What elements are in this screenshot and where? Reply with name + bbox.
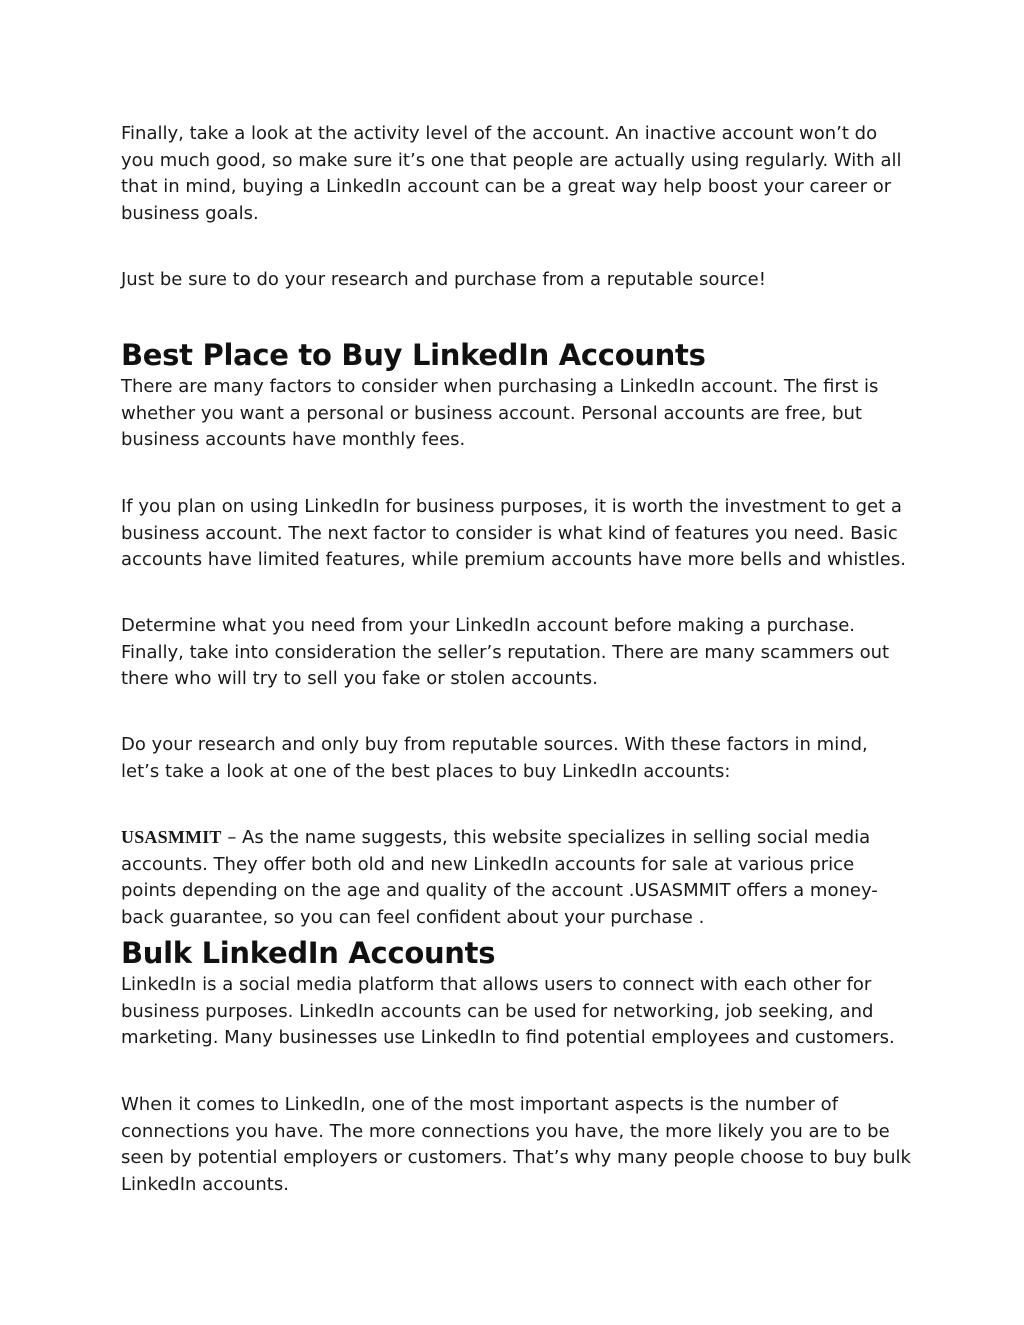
- paragraph-connections: When it comes to LinkedIn, one of the most important aspects is the number of connections you have. The more connections you have, the more likely you are to be seen by potential employers or customers. That’s why many people choose to buy bulk LinkedIn accounts.: [121, 1094, 911, 1196]
- heading-bulk-accounts: Bulk LinkedIn Accounts: [121, 936, 496, 970]
- paragraph-seller-reputation: Determine what you need from your LinkedIn account before making a purchase. Finally, take into consideration the seller’s reputation. There are many scammers out there who will try to sell you fake or stolen accounts.: [121, 615, 890, 690]
- paragraph-activity-level: Finally, take a look at the activity level of the account. An inactive account won’t do you much good, so make sure it’s one that people are actually using regularly. With all that in mind, buying a LinkedIn account can be a great way help boost your career or business goals.: [121, 123, 902, 225]
- brand-name: USASMMIT: [121, 827, 222, 847]
- paragraph-business-purposes: If you plan on using LinkedIn for business purposes, it is worth the investment to get a business account. The next factor to consider is what kind of features you need. Basic accounts have limited features, while premium accounts have more bells and whistles.: [121, 496, 906, 571]
- paragraph-linkedin-platform: LinkedIn is a social media platform that allows users to connect with each other for business purposes. LinkedIn accounts can be used for networking, job seeking, and marketing. Many businesses use LinkedIn to find potential employees and customers.: [121, 974, 895, 1049]
- paragraph-usasmmit: [121, 824, 911, 932]
- heading-best-place: Best Place to Buy LinkedIn Accounts: [121, 338, 706, 372]
- paragraph-research: Do your research and only buy from reputable sources. With these factors in mind, let’s take a look at one of the best places to buy LinkedIn accounts:: [121, 734, 868, 782]
- paragraph-reputable-source: Just be sure to do your research and purchase from a reputable source!: [121, 269, 766, 290]
- usasmmit-description: – As the name suggests, this website specializes in selling social media accounts. They offer both old and new LinkedIn accounts for sale at various price points depending on the age and quality of the account .USASMMIT offers a money-back guarantee, so you can feel confident about your purchase .: [121, 827, 878, 929]
- paragraph-factors: There are many factors to consider when purchasing a LinkedIn account. The first is whether you want a personal or business account. Personal accounts are free, but business accounts have monthly fees.: [121, 376, 879, 451]
